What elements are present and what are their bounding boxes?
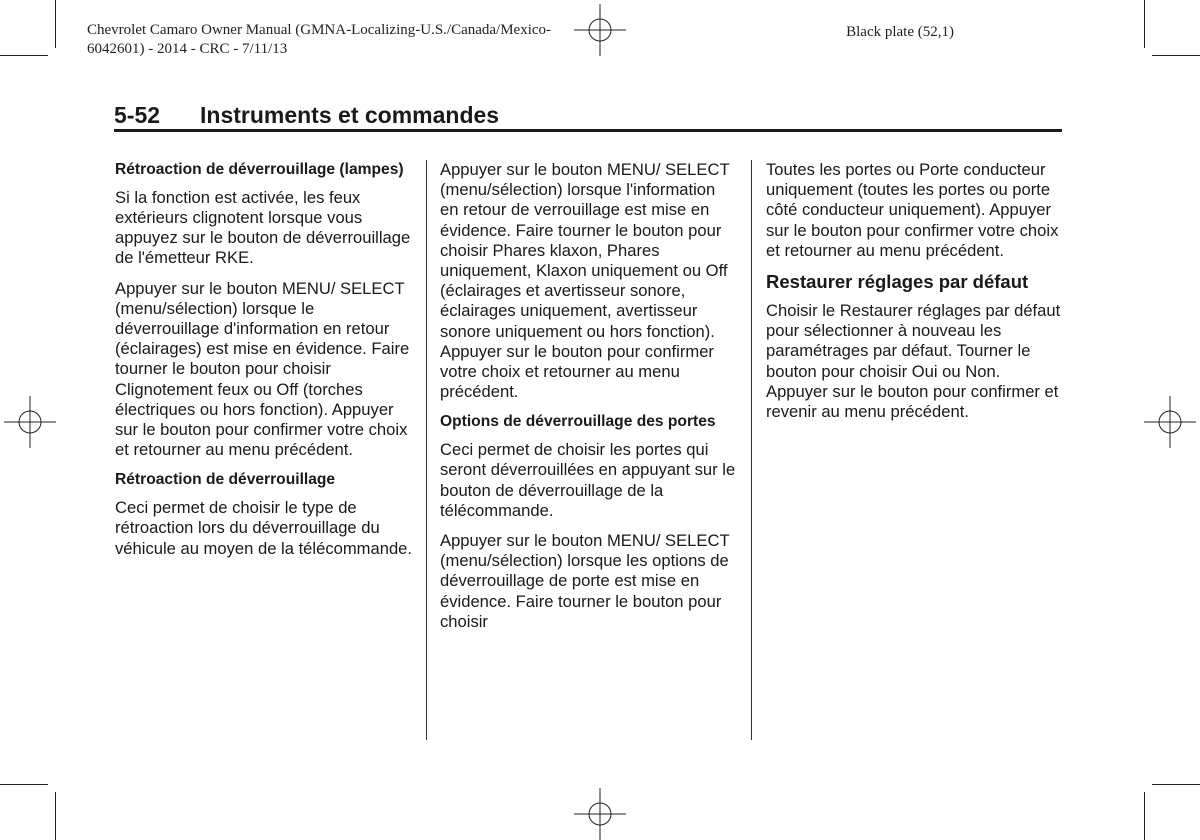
subheading-restore-defaults: Restaurer réglages par défaut — [766, 271, 1029, 293]
crop-mark-bottom-left-h — [0, 784, 48, 785]
page-number: 5-52 — [114, 102, 161, 128]
page-heading — [114, 101, 1062, 132]
paragraph: Appuyer sur le bouton MENU/ SELECT (menu/sélection) lorsque l'information en retour de verrouillage est mise en évidence. Faire tourner le bouton pour choisir Phares klaxon, Phares uniquement, Klaxon uniquement ou Off (éclairages et avertisseur sonore, éclairages uniquement, avertisseur sonore uniquement ou hors fonction). Appuyer sur le bouton pour confirmer votre choix et retourner au menu précédent. — [440, 160, 730, 402]
crop-mark-top-left-v — [55, 0, 56, 48]
registration-mark-top-icon — [574, 4, 626, 56]
print-header-line2: 6042601) - 2014 - CRC - 7/11/13 — [87, 41, 288, 57]
column-divider-2 — [751, 160, 752, 740]
text-column-1 — [115, 160, 413, 569]
print-header-line1: Chevrolet Camaro Owner Manual (GMNA-Localizing-U.S./Canada/Mexico- — [87, 22, 552, 38]
subheading-unlock-feedback-lamps: Rétroaction de déverrouillage (lampes) — [115, 161, 404, 178]
paragraph: Ceci permet de choisir le type de rétroaction lors du déverrouillage du véhicule au moyen de la télécommande. — [115, 498, 413, 558]
paragraph: Ceci permet de choisir les portes qui seront déverrouillées en appuyant sur le bouton de déverrouillage de la télécommande. — [440, 440, 736, 520]
crop-mark-bottom-right-v — [1144, 792, 1145, 840]
text-column-2 — [440, 160, 738, 642]
plate-label: Black plate (52,1) — [846, 24, 954, 40]
column-divider-1 — [426, 160, 427, 740]
paragraph: Si la fonction est activée, les feux extérieurs clignotent lorsque vous appuyez sur le bouton de déverrouillage de l'émetteur RKE. — [115, 187, 411, 268]
registration-mark-right-icon — [1144, 396, 1196, 448]
registration-mark-left-icon — [4, 396, 56, 448]
text-column-3 — [766, 160, 1062, 432]
paragraph: Choisir le Restaurer réglages par défaut pour sélectionner à nouveau les paramétrages par défaut. Tourner le bouton pour choisir Oui ou Non. Appuyer sur le bouton pour confirmer et revenir au menu précédent. — [766, 301, 1061, 422]
crop-mark-bottom-left-v — [55, 792, 56, 840]
paragraph: Appuyer sur le bouton MENU/ SELECT (menu/sélection) lorsque les options de déverrouillage de porte est mise en évidence. Faire tourner le bouton pour choisir — [440, 531, 730, 631]
print-header-info — [87, 21, 607, 59]
crop-mark-bottom-right-h — [1152, 784, 1200, 785]
section-title: Instruments et commandes — [200, 102, 500, 128]
paragraph: Appuyer sur le bouton MENU/ SELECT (menu/sélection) lorsque le déverrouillage d'information en retour (éclairages) est mise en évidence. Faire tourner le bouton pour choisir Clignotement feux ou Off (torches électriques ou hors fonction). Appuyer sur le bouton pour confirmer votre choix et retourner au menu précédent. — [115, 278, 410, 460]
crop-mark-top-left-h — [0, 55, 48, 56]
subheading-unlock-feedback: Rétroaction de déverrouillage — [115, 471, 336, 489]
registration-mark-bottom-icon — [574, 788, 626, 840]
crop-mark-top-right-h — [1152, 55, 1200, 56]
paragraph: Toutes les portes ou Porte conducteur uniquement (toutes les portes ou porte côté conducteur uniquement). Appuyer sur le bouton pour confirmer votre choix et retourner au menu précédent. — [766, 160, 1059, 260]
crop-mark-top-right-v — [1144, 0, 1145, 48]
subheading-door-unlock-options: Options de déverrouillage des portes — [440, 413, 716, 431]
